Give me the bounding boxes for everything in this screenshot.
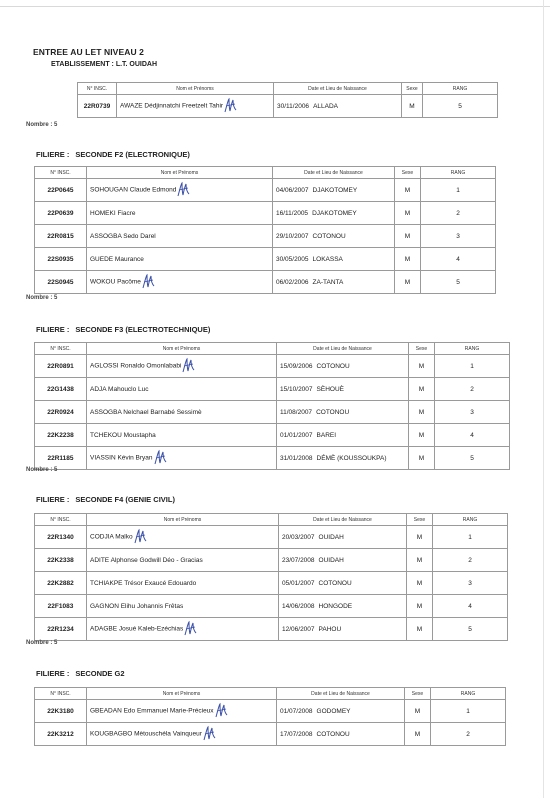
column-header-insc: N° INSC. (35, 343, 87, 355)
student-name: TCHEKOU Moustapha (90, 431, 156, 439)
sex-cell: M (395, 248, 421, 271)
students-table (77, 82, 498, 118)
student-name: WOKOU Pacôme (90, 278, 141, 286)
column-header-insc: N° INSC. (78, 83, 117, 95)
birth-date: 30/05/2005 (276, 255, 309, 263)
birth-cell (277, 700, 405, 723)
sex-cell: M (409, 424, 435, 447)
table-row (35, 424, 510, 447)
column-header-naissance: Date et Lieu de Naissance (277, 343, 409, 355)
birth-cell (273, 271, 395, 294)
rank-cell: 2 (421, 202, 496, 225)
birth-place: OUIDAH (318, 556, 344, 564)
student-name: AGLOSSI Ronaldo Omonlababi (90, 362, 182, 370)
signature-mark (177, 181, 190, 199)
student-name-cell (87, 572, 279, 595)
column-header-rang: RANG (435, 343, 510, 355)
inscription-number: 22R1234 (35, 618, 87, 641)
birth-place: COTONOU (316, 730, 350, 738)
filiere-heading (36, 669, 125, 678)
filiere-heading (36, 150, 190, 159)
student-name-cell (87, 618, 279, 641)
inscription-number: 22K2882 (35, 572, 87, 595)
column-header-sexe: Sexe (409, 343, 435, 355)
student-name-cell (117, 95, 274, 118)
table-row (35, 225, 496, 248)
signature-mark (215, 702, 228, 720)
table-row (35, 447, 510, 470)
rank-cell: 1 (435, 355, 510, 378)
signature-mark (182, 357, 195, 375)
birth-place: GODOMEY (316, 707, 351, 715)
inscription-number: 22P0645 (35, 179, 87, 202)
student-name: GBEADAN Edo Emmanuel Marie-Précieux (90, 707, 214, 715)
section-count: Nombre : 5 (26, 295, 58, 301)
birth-date: 12/06/2007 (282, 625, 315, 633)
sex-cell: M (405, 700, 431, 723)
table-header-row (78, 83, 498, 95)
student-name-cell (87, 424, 277, 447)
birth-cell (277, 378, 409, 401)
sex-cell: M (405, 723, 431, 746)
table-row (35, 355, 510, 378)
birth-cell (273, 202, 395, 225)
filiere-heading (36, 495, 175, 504)
student-name: VIASSIN Kévin Bryan (90, 454, 153, 462)
birth-cell (277, 355, 409, 378)
birth-place: ZA-TANTA (312, 278, 344, 286)
rank-cell: 1 (421, 179, 496, 202)
rank-cell: 5 (435, 447, 510, 470)
sex-cell: M (407, 549, 433, 572)
student-name-cell (87, 355, 277, 378)
filiere-name: SECONDE F4 (GENIE CIVIL) (75, 495, 175, 504)
student-name-cell (87, 179, 273, 202)
birth-date: 05/01/2007 (282, 579, 315, 587)
sex-cell: M (395, 202, 421, 225)
birth-cell (277, 401, 409, 424)
birth-date: 30/11/2006 (277, 102, 310, 110)
column-header-naissance: Date et Lieu de Naissance (277, 688, 405, 700)
birth-date: 14/06/2008 (282, 602, 315, 610)
filiere-name: SECONDE F3 (ELECTROTECHNIQUE) (75, 325, 211, 334)
birth-cell (273, 179, 395, 202)
signature-mark (203, 725, 216, 743)
birth-cell (274, 95, 402, 118)
inscription-number: 22K3212 (35, 723, 87, 746)
student-name: ASSOGBA Nelchael Barnabé Sessimè (90, 408, 202, 416)
top-rule (0, 6, 550, 7)
student-name: AWAZE Dédjinnatchi Freetzelt Tahir (120, 102, 224, 110)
student-name-cell (87, 401, 277, 424)
table-row (35, 618, 508, 641)
filiere-heading (36, 325, 210, 334)
birth-cell (279, 572, 407, 595)
table-row (35, 700, 506, 723)
table-row (78, 95, 498, 118)
column-header-naissance: Date et Lieu de Naissance (279, 514, 407, 526)
students-table (34, 687, 506, 746)
birth-place: COTONOU (316, 408, 350, 416)
rank-cell: 2 (433, 549, 508, 572)
birth-cell (277, 424, 409, 447)
rank-cell: 5 (433, 618, 508, 641)
birth-date: 29/10/2007 (276, 232, 309, 240)
rank-cell: 3 (421, 225, 496, 248)
birth-cell (273, 225, 395, 248)
rank-cell: 5 (421, 271, 496, 294)
signature-mark (184, 620, 197, 638)
filiere-name: SECONDE G2 (75, 669, 125, 678)
birth-date: 16/11/2005 (276, 209, 309, 217)
birth-place: DJAKOTOMEY (312, 186, 358, 194)
birth-cell (279, 526, 407, 549)
inscription-number: 22R1185 (35, 447, 87, 470)
inscription-number: 22R1340 (35, 526, 87, 549)
student-name: ADITE Alphonse Godwill Déo - Gracias (90, 556, 203, 564)
column-header-naissance: Date et Lieu de Naissance (274, 83, 402, 95)
rank-cell: 1 (433, 526, 508, 549)
column-header-nom: Nom et Prénoms (87, 167, 273, 179)
sex-cell: M (395, 271, 421, 294)
section-count: Nombre : 5 (26, 467, 58, 473)
birth-place: ALLADA (313, 102, 338, 110)
inscription-number: 22S0945 (35, 271, 87, 294)
student-name-cell (87, 202, 273, 225)
column-header-sexe: Sexe (405, 688, 431, 700)
birth-date: 15/09/2006 (280, 362, 313, 370)
table-row (35, 202, 496, 225)
inscription-number: 22K3180 (35, 700, 87, 723)
column-header-sexe: Sexe (395, 167, 421, 179)
birth-place: COTONOU (312, 232, 346, 240)
birth-cell (279, 618, 407, 641)
table-row (35, 595, 508, 618)
birth-place: COTONOU (318, 579, 352, 587)
signature-mark (154, 449, 167, 467)
students-table (34, 166, 496, 294)
student-name-cell (87, 549, 279, 572)
student-name-cell (87, 700, 277, 723)
column-header-rang: RANG (431, 688, 506, 700)
table-row (35, 248, 496, 271)
table-header-row (35, 514, 508, 526)
birth-place: HONGODE (318, 602, 353, 610)
column-header-nom: Nom et Prénoms (117, 83, 274, 95)
birth-date: 20/03/2007 (282, 533, 315, 541)
sex-cell: M (395, 179, 421, 202)
column-header-nom: Nom et Prénoms (87, 343, 277, 355)
student-name: KOUGBAGBO Mètouschéla Vainqueur (90, 730, 202, 738)
table-row (35, 723, 506, 746)
students-table (34, 342, 510, 470)
right-rule (543, 0, 544, 798)
signature-mark (142, 273, 155, 291)
sex-cell: M (395, 225, 421, 248)
sex-cell: M (402, 95, 423, 118)
table-header-row (35, 167, 496, 179)
student-name-cell (87, 595, 279, 618)
birth-cell (273, 248, 395, 271)
column-header-nom: Nom et Prénoms (87, 514, 279, 526)
birth-cell (277, 723, 405, 746)
student-name-cell (87, 526, 279, 549)
rank-cell: 3 (433, 572, 508, 595)
student-name-cell (87, 723, 277, 746)
inscription-number: 22S0935 (35, 248, 87, 271)
table-row (35, 549, 508, 572)
birth-date: 04/06/2007 (276, 186, 309, 194)
sex-cell: M (407, 618, 433, 641)
sex-cell: M (407, 572, 433, 595)
inscription-number: 22G1438 (35, 378, 87, 401)
birth-place: DJAKOTOMEY (312, 209, 357, 217)
column-header-rang: RANG (421, 167, 496, 179)
column-header-sexe: Sexe (402, 83, 423, 95)
table-header-row (35, 343, 510, 355)
table-header-row (35, 688, 506, 700)
inscription-number: 22R0891 (35, 355, 87, 378)
birth-date: 31/01/2008 (280, 454, 313, 462)
rank-cell: 4 (435, 424, 510, 447)
birth-date: 23/07/2008 (282, 556, 315, 564)
table-row (35, 526, 508, 549)
rank-cell: 3 (435, 401, 510, 424)
inscription-number: 22K2238 (35, 424, 87, 447)
birth-cell (277, 447, 409, 470)
inscription-number: 22R0924 (35, 401, 87, 424)
column-header-insc: N° INSC. (35, 167, 87, 179)
column-header-nom: Nom et Prénoms (87, 688, 277, 700)
filiere-label: FILIERE : (36, 669, 70, 678)
birth-cell (279, 595, 407, 618)
signature-mark (224, 97, 237, 115)
rank-cell: 4 (433, 595, 508, 618)
sex-cell: M (409, 378, 435, 401)
inscription-number: 22R0815 (35, 225, 87, 248)
birth-place: BAREI (316, 431, 337, 439)
student-name-cell (87, 447, 277, 470)
table-row (35, 401, 510, 424)
rank-cell: 2 (431, 723, 506, 746)
rank-cell: 2 (435, 378, 510, 401)
birth-date: 15/10/2007 (280, 385, 313, 393)
birth-date: 01/01/2007 (280, 431, 313, 439)
inscription-number: 22K2338 (35, 549, 87, 572)
student-name: HOMEKI Fiacre (90, 209, 136, 217)
student-name-cell (87, 271, 273, 294)
birth-date: 17/07/2008 (280, 730, 313, 738)
inscription-number: 22P0639 (35, 202, 87, 225)
student-name: ADJA Mahouclo Luc (90, 385, 149, 393)
document-title: ENTREE AU LET NIVEAU 2 (33, 47, 144, 57)
filiere-label: FILIERE : (36, 150, 70, 159)
rank-cell: 4 (421, 248, 496, 271)
section-count: Nombre : 5 (26, 640, 58, 646)
sex-cell: M (409, 401, 435, 424)
student-name: TCHIAKPE Trésor Exaucé Edouardo (90, 579, 197, 587)
student-name: ADAGBE Josué Kaleb-Ezéchias (90, 625, 184, 633)
student-name-cell (87, 378, 277, 401)
table-row (35, 572, 508, 595)
birth-place: LOKASSA (312, 255, 343, 263)
filiere-label: FILIERE : (36, 325, 70, 334)
column-header-insc: N° INSC. (35, 688, 87, 700)
students-table (34, 513, 508, 641)
student-name-cell (87, 248, 273, 271)
birth-date: 11/08/2007 (280, 408, 313, 416)
filiere-label: FILIERE : (36, 495, 70, 504)
sex-cell: M (407, 526, 433, 549)
sex-cell: M (409, 447, 435, 470)
rank-cell: 1 (431, 700, 506, 723)
birth-place: PAHOU (318, 625, 342, 633)
column-header-rang: RANG (423, 83, 498, 95)
birth-place: OUIDAH (318, 533, 344, 541)
sex-cell: M (409, 355, 435, 378)
column-header-rang: RANG (433, 514, 508, 526)
table-row (35, 378, 510, 401)
filiere-name: SECONDE F2 (ELECTRONIQUE) (75, 150, 190, 159)
student-name: ASSOGBA Sedo Darel (90, 232, 156, 240)
column-header-insc: N° INSC. (35, 514, 87, 526)
student-name: GAGNON Elihu Johannis Frêtas (90, 602, 184, 610)
column-header-sexe: Sexe (407, 514, 433, 526)
birth-cell (279, 549, 407, 572)
table-row (35, 179, 496, 202)
section-count: Nombre : 5 (26, 122, 58, 128)
student-name: CODJIA Malko (90, 533, 133, 541)
student-name-cell (87, 225, 273, 248)
inscription-number: 22F1083 (35, 595, 87, 618)
sex-cell: M (407, 595, 433, 618)
birth-place: COTONOU (316, 362, 350, 370)
signature-mark (134, 528, 147, 546)
student-name: SOHOUGAN Claude Edmond (90, 186, 177, 194)
birth-place: SÈHOUÈ (316, 385, 344, 393)
table-row (35, 271, 496, 294)
birth-place: DÉMÈ (KOUSSOUKPA) (316, 454, 387, 462)
birth-date: 01/07/2008 (280, 707, 313, 715)
column-header-naissance: Date et Lieu de Naissance (273, 167, 395, 179)
birth-date: 06/02/2006 (276, 278, 309, 286)
student-name: GUEDE Maurance (90, 255, 144, 263)
inscription-number: 22R0739 (78, 95, 117, 118)
establishment-subtitle: ETABLISSEMENT : L.T. OUIDAH (51, 61, 158, 68)
rank-cell: 5 (423, 95, 498, 118)
